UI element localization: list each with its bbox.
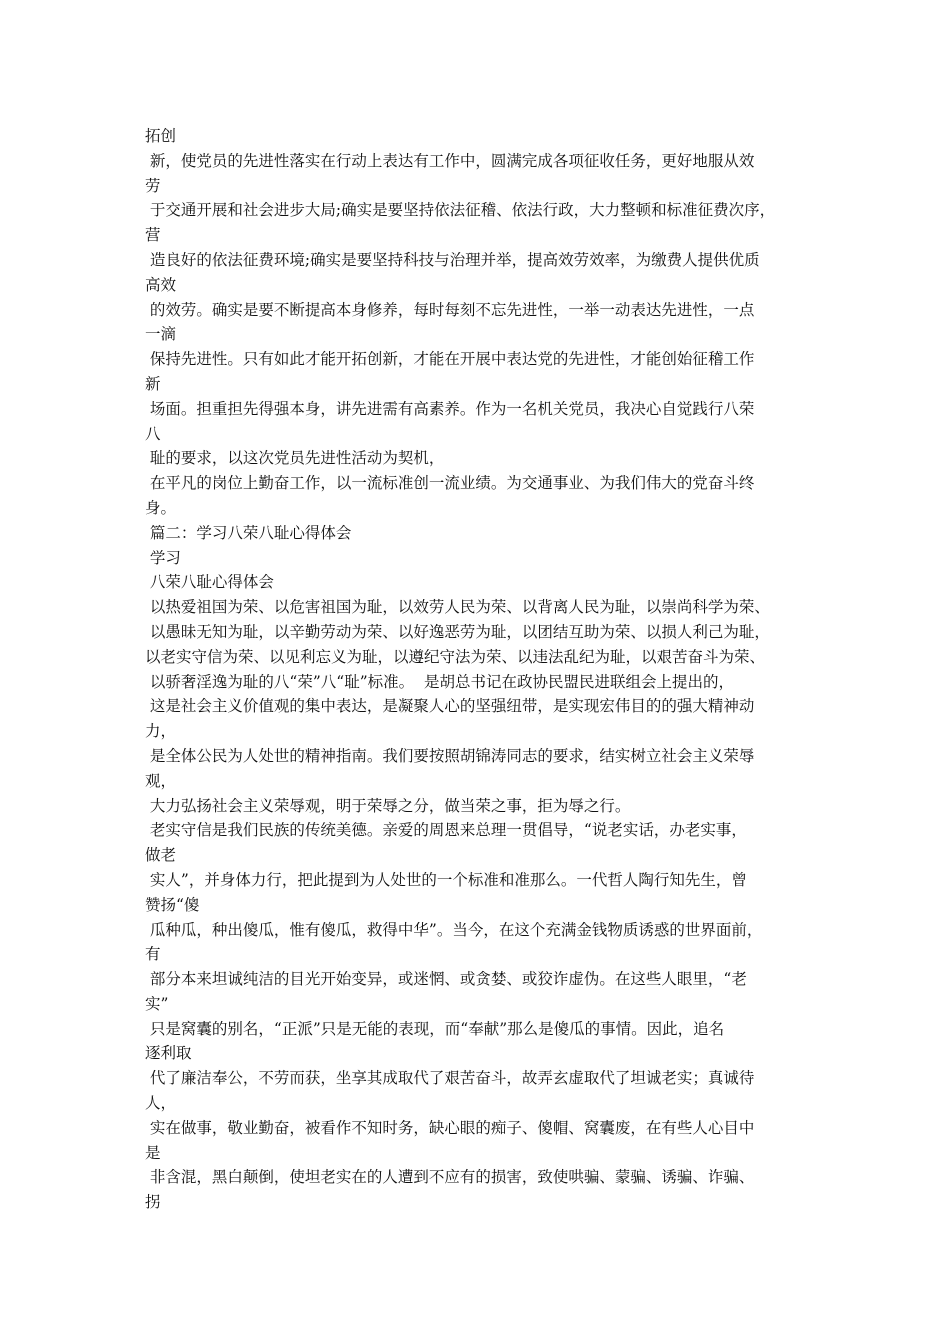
text-line: 老实守信是我们民族的传统美德。亲爱的周恩来总理一贯倡导，“说老实话，办老实事， [145,821,747,840]
text-line: 赞扬“傻 [145,895,200,914]
text-line: 造良好的依法征费环境;确实是要坚持科技与治理并举，提高效劳效率，为缴费人提供优质 [145,250,760,269]
text-line: 劳 [145,176,161,195]
text-line: 瓜种瓜，种出傻瓜，惟有傻瓜，救得中华”。当今，在这个充满金钱物质诱惑的世界面前， [145,920,763,939]
text-line: 是全体公民为人处世的精神指南。我们要按照胡锦涛同志的要求，结实树立社会主义荣辱 [145,746,755,765]
section-heading: 篇二：学习八荣八耻心得体会 [145,523,352,542]
text-line: 力， [145,722,177,741]
text-line: 以热爱祖国为荣、以危害祖国为耻，以效劳人民为荣、以背离人民为耻，以崇尚科学为荣、 [145,598,770,617]
text-line: 部分本来坦诚纯洁的目光开始变异，或迷惘、或贪婪、或狡诈虚伪。在这些人眼里，“老 [145,970,747,989]
text-line: 实在做事，敬业勤奋，被看作不知时务，缺心眼的痴子、傻帽、窝囊废，在有些人心目中 [145,1118,755,1137]
text-line: 在平凡的岗位上勤奋工作，以一流标准创一流业绩。为交通事业、为我们伟大的党奋斗终 [145,474,755,493]
text-line: 身。 [145,498,177,517]
section-heading: 八荣八耻心得体会 [145,573,274,592]
text-line: 以骄奢淫逸为耻的八“荣”八“耻”标准。 是胡总书记在政协民盟民进联组会上提出的， [145,672,734,691]
text-line: 于交通开展和社会进步大局;确实是要坚持依法征稽、依法行政，大力整顿和标准征费次序， [145,201,776,220]
text-line: 耻的要求，以这次党员先进性活动为契机， [145,449,445,468]
text-line: 八 [145,424,161,443]
text-line: 以愚昧无知为耻，以辛勤劳动为荣、以好逸恶劳为耻，以团结互助为荣、以损人利己为耻， [145,622,770,641]
section-heading: 学习 [145,548,181,567]
text-line: 人， [145,1094,177,1113]
text-line: 实人”，并身体力行，把此提到为人处世的一个标准和准那么。一代哲人陶行知先生，曾 [145,870,747,889]
text-line: 一滴 [145,325,177,344]
text-line: 代了廉洁奉公，不劳而获，坐享其成取代了艰苦奋斗，故弄玄虚取代了坦诚老实；真诚待 [145,1069,755,1088]
text-line: 逐利取 [145,1044,192,1063]
text-line: 只是窝囊的别名，“正派”只是无能的表现，而“奉献”那么是傻瓜的事情。因此，追名 [145,1019,725,1038]
text-line: 新，使党员的先进性落实在行动上表达有工作中，圆满完成各项征收任务，更好地服从效 [145,151,755,170]
text-line: 的效劳。确实是要不断提高本身修养，每时每刻不忘先进性，一举一动表达先进性，一点 [145,300,755,319]
text-line: 非含混，黑白颠倒，使坦老实在的人遭到不应有的损害，致使哄骗、蒙骗、诱骗、诈骗、 [145,1168,755,1187]
text-line: 新 [145,374,161,393]
text-line: 有 [145,945,161,964]
text-line: 观， [145,771,177,790]
text-line: 是 [145,1143,161,1162]
text-line: 这是社会主义价值观的集中表达，是凝聚人心的坚强纽带，是实现宏伟目的的强大精神动 [145,697,755,716]
text-line: 以老实守信为荣、以见利忘义为耻，以遵纪守法为荣、以违法乱纪为耻，以艰苦奋斗为荣、 [145,647,766,666]
text-line: 大力弘扬社会主义荣辱观，明于荣辱之分，做当荣之事，拒为辱之行。 [145,796,631,815]
text-line: 高效 [145,275,177,294]
document-body [145,124,825,1215]
text-line: 场面。担重担先得强本身，讲先进需有高素养。作为一名机关党员，我决心自觉践行八荣 [145,399,755,418]
text-line: 拐 [145,1193,161,1212]
text-line: 拓创 [145,127,177,145]
text-line: 做老 [145,846,177,865]
text-line: 营 [145,226,161,245]
text-line: 实” [145,994,169,1013]
text-line: 保持先进性。只有如此才能开拓创新，才能在开展中表达党的先进性，才能创始征稽工作 [145,350,755,369]
